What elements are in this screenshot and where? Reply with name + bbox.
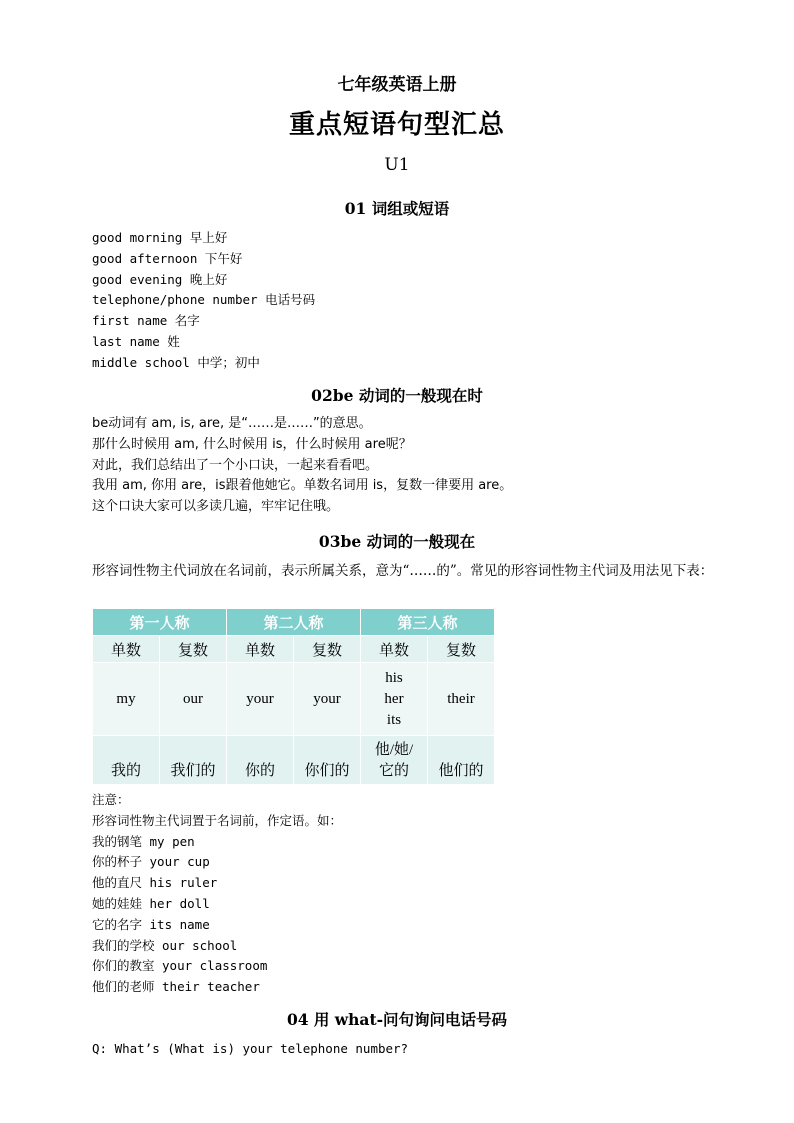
list-item: 形容词性物主代词置于名词前，作定语。如： xyxy=(92,812,343,828)
table-cell: 他/她/ 它的 xyxy=(361,736,428,785)
table-cell: 你们的 xyxy=(294,736,361,785)
table-cell: 你的 xyxy=(227,736,294,785)
list-item: 那什么时候用 am, 什么时候用 is，什么时候用 are呢？ xyxy=(92,436,412,452)
be-verb-list xyxy=(92,414,512,518)
unit-label: U1 xyxy=(384,155,410,175)
list-item: 你们的教室 your classroom xyxy=(92,958,268,974)
question-list xyxy=(92,1039,408,1060)
document-subtitle: 重点短语句型汇总 xyxy=(288,110,505,140)
table-cell: our xyxy=(160,663,227,736)
list-item: 对此，我们总结出了一个小口诀，一起来看看吧。 xyxy=(92,457,379,473)
document-title: 七年级英语上册 xyxy=(337,75,457,95)
list-item: good afternoon 下午好 xyxy=(92,250,243,266)
table-cell: their xyxy=(428,663,495,736)
list-item: 我们的学校 our school xyxy=(92,937,238,953)
list-item: first name 名字 xyxy=(92,313,200,329)
phrase-list xyxy=(92,228,315,374)
list-item: 我用 am, 你用 are，is跟着他她它。单数名词用 is，复数一律要用 are。 xyxy=(92,478,513,494)
possessive-pronoun-table xyxy=(92,608,495,785)
list-item: telephone/phone number 电话号码 xyxy=(92,292,316,308)
table-cell: my xyxy=(93,663,160,736)
section-intro-paragraph: 形容词性物主代词放在名词前，表示所属关系，意为“……的”。常见的形容词性物主代词及用法见下表： xyxy=(92,563,714,579)
list-item: good morning 早上好 xyxy=(92,230,228,245)
note-list xyxy=(92,790,342,998)
list-item: middle school 中学；初中 xyxy=(92,354,260,370)
list-item: 它的名字 its name xyxy=(92,916,210,932)
table-cell: 我们的 xyxy=(160,736,227,785)
list-item: 他们的老师 their teacher xyxy=(92,979,260,995)
table-cell: 复数 xyxy=(160,636,227,663)
list-item: 她的娃娃 her doll xyxy=(92,895,210,911)
table-cell: 我的 xyxy=(93,736,160,785)
section-heading-be-verb: 02be 动词的一般现在时 xyxy=(311,386,483,405)
list-item: Q: What’s (What is) your telephone number? xyxy=(92,1041,409,1056)
table-header-first-person: 第一人称 xyxy=(93,609,227,636)
table-cell: your xyxy=(227,663,294,736)
table-cell: 复数 xyxy=(428,636,495,663)
list-item: 这个口诀大家可以多读几遍，牢牢记住哦。 xyxy=(92,499,340,515)
table-cell: 复数 xyxy=(294,636,361,663)
table-cell: his her its xyxy=(361,663,428,736)
list-item: 你的杯子 your cup xyxy=(92,854,210,870)
table-cell: your xyxy=(294,663,361,736)
list-item: 他的直尺 his ruler xyxy=(92,875,218,891)
list-item: 我的钢笔 my pen xyxy=(92,833,195,849)
table-cell: 他们的 xyxy=(428,736,495,785)
list-item: be动词有 am, is, are, 是“……是……”的意思。 xyxy=(92,416,372,431)
section-heading-phrases: 01 词组或短语 xyxy=(344,199,450,218)
section-heading-possessive: 03be 动词的一般现在 xyxy=(318,532,476,551)
table-cell: 单数 xyxy=(93,636,160,663)
table-header-third-person: 第三人称 xyxy=(361,609,495,636)
section-heading-phone-question: 04 用 what-问句询问电话号码 xyxy=(286,1010,508,1029)
list-item: good evening 晚上好 xyxy=(92,271,228,287)
table-cell: 单数 xyxy=(227,636,294,663)
table-header-second-person: 第二人称 xyxy=(227,609,361,636)
list-item: 注意： xyxy=(92,792,130,807)
list-item: last name 姓 xyxy=(92,333,180,349)
table-cell: 单数 xyxy=(361,636,428,663)
